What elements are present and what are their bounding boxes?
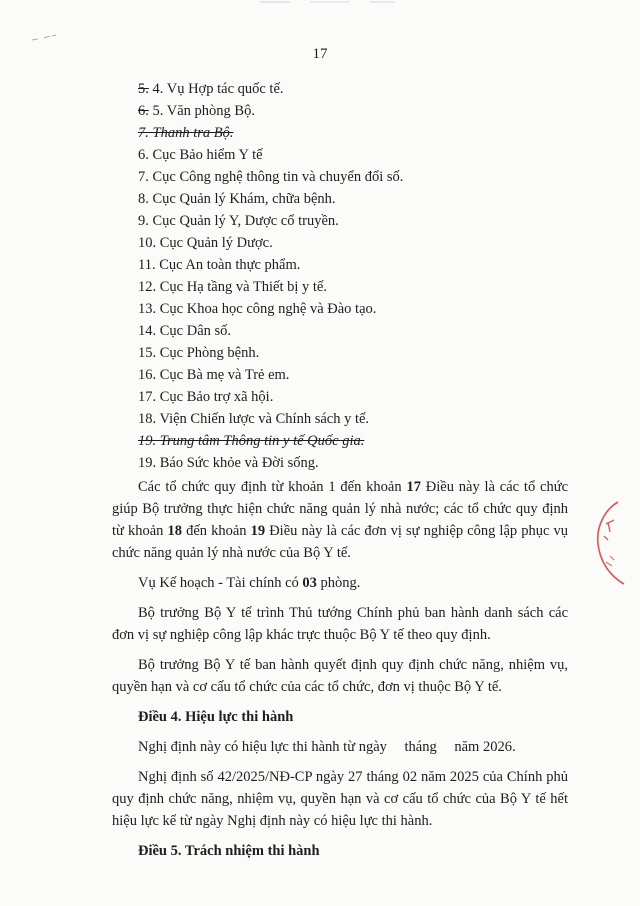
paragraph-minister-decision: Bộ trưởng Bộ Y tế ban hành quyết định quy định chức năng, nhiệm vụ, quyền hạn và cơ cấu tổ chức của các tổ chức, đơn vị thuộc Bộ Y tế. (112, 657, 568, 695)
list-item: 14. Cục Dân số. (138, 323, 232, 339)
list-item: 13. Cục Khoa học công nghệ và Đào tạo. (138, 301, 377, 317)
deleted-number: 6. (138, 103, 149, 119)
list-item: 11. Cục An toàn thực phẩm. (138, 257, 301, 273)
list-item: 8. Cục Quản lý Khám, chữa bệnh. (138, 191, 336, 207)
unit-list (138, 78, 558, 474)
list-item: 16. Cục Bà mẹ và Trẻ em. (138, 367, 290, 383)
list-item: 12. Cục Hạ tầng và Thiết bị y tế. (138, 279, 327, 295)
page-number: 17 (312, 46, 328, 62)
article-5-heading: Điều 5. Trách nhiệm thi hành (138, 843, 320, 859)
red-stamp-edge (588, 500, 628, 586)
scan-speck (30, 34, 58, 42)
scan-smudge (250, 0, 410, 6)
list-item: 15. Cục Phòng bệnh. (138, 345, 260, 361)
deleted-list-item: 19. Trung tâm Thông tin y tế Quốc gia. (138, 433, 365, 449)
paragraph-minister-submission: Bộ trưởng Bộ Y tế trình Thủ tướng Chính phủ ban hành danh sách các đơn vị sự nghiệp công lập khác trực thuộc Bộ Y tế theo quy định. (112, 605, 568, 643)
list-item-text: 4. Vụ Hợp tác quốc tế. (148, 81, 284, 97)
paragraph-organization-scope: Các tổ chức quy định từ khoản 1 đến khoản 17 Điều này là các tổ chức giúp Bộ trưởng thực hiện chức năng quản lý nhà nước; các tổ chức quy định từ khoản 18 đến khoản 19 Điều này là các đơn vị sự nghiệp công lập phục vụ chức năng quản lý nhà nước của Bộ Y tế. (112, 479, 569, 561)
paragraph-repeal: Nghị định số 42/2025/NĐ-CP ngày 27 tháng 02 năm 2025 của Chính phủ quy định chức năng, nhiệm vụ, quyền hạn và cơ cấu tổ chức của Bộ Y tế hết hiệu lực kể từ ngày Nghị định này có hiệu lực thi hành. (112, 769, 568, 829)
paragraph-effective-date: Nghị định này có hiệu lực thi hành từ ngày tháng năm 2026. (138, 739, 516, 755)
body-paragraphs (112, 476, 568, 870)
deleted-list-item: 7. Thanh tra Bộ. (138, 125, 234, 141)
list-item: 19. Báo Sức khỏe và Đời sống. (138, 455, 319, 471)
list-item-text: 5. Văn phòng Bộ. (148, 103, 255, 119)
list-item: 6. Cục Bảo hiểm Y tế (138, 147, 263, 163)
list-item: 17. Cục Bảo trợ xã hội. (138, 389, 274, 405)
list-item: 10. Cục Quản lý Dược. (138, 235, 273, 251)
list-item (138, 100, 558, 122)
list-item: 18. Viện Chiến lược và Chính sách y tế. (138, 411, 370, 427)
list-item: 9. Cục Quản lý Y, Dược cổ truyền. (138, 213, 339, 229)
list-item (138, 78, 558, 100)
deleted-number: 5. (138, 81, 149, 97)
paragraph-departments: Vụ Kế hoạch - Tài chính có 03 phòng. (138, 575, 361, 591)
article-4-heading: Điều 4. Hiệu lực thi hành (138, 709, 294, 725)
list-item: 7. Cục Công nghệ thông tin và chuyển đổi số. (138, 169, 404, 185)
